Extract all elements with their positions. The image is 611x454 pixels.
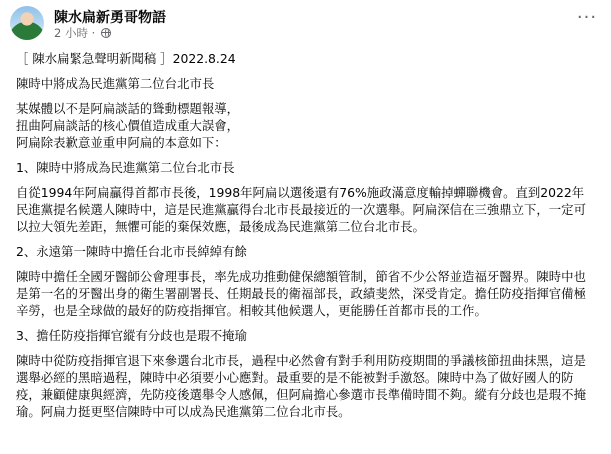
section-1-title: 1、陳時中將成為民進黨第二位台北市長 (16, 160, 235, 175)
section-2-title: 2、永遠第一陳時中擔任台北市長綽綽有餘 (16, 244, 247, 259)
post-body (16, 50, 596, 420)
intro-line-1: 某媒體以不是阿扁談話的聳動標題報導， (16, 101, 240, 116)
section-3-body: 陳時中從防疫指揮官退下來參選台北市長，過程中必然會有對手利用防疫期間的爭議核節扭曲抹黑，這是選舉必經的黑暗過程，陳時中必須要小心應對。最重要的是不能被對手激怒。陳時中為了做好國人的防疫，兼顧健康與經濟，先防疫後選舉令人感佩，但阿扁擔心參選市長準備時間不夠。縱有分歧也是瑕不掩瑜。阿扁力挺更堅信陳時中可以成為民進黨第二位台北市長。 (16, 353, 586, 419)
post-time[interactable]: 2 小時 (54, 26, 88, 40)
section-3-title: 3、擔任防疫指揮官縱有分歧也是瑕不掩瑜 (16, 328, 247, 343)
release-title: ［ 陳水扁緊急聲明新聞稿 ］2022.8.24 (16, 51, 236, 66)
more-options-button[interactable] (573, 7, 601, 30)
post-header (10, 6, 601, 40)
post-meta (54, 25, 111, 41)
avatar[interactable] (10, 6, 44, 40)
intro-line-3: 阿扁除表歉意並重申阿扁的本意如下： (16, 135, 227, 150)
intro-line-2: 扭曲阿扁談話的核心價值造成重大誤會， (16, 118, 240, 133)
headline: 陳時中將成為民進黨第二位台北市長 (16, 76, 215, 91)
page-name[interactable]: 陳水扁新勇哥物語 (54, 10, 166, 26)
section-2-body: 陳時中擔任全國牙醫師公會理事長，率先成功推動健保總額管制，節省不少公帑並造福牙醫界。陳時中也是第一名的牙醫出身的衛生署副署長、任期最長的衛福部長，政績斐然，深受肯定。擔任防疫指揮官備極辛勞，也是全球做的最好的防疫指揮官。相較其他候選人，更能勝任首都市長的工作。 (16, 269, 586, 318)
section-1-body: 自從1994年阿扁贏得首都市長後，1998年阿扁以選後還有76%施政滿意度輸掉蟬聯機會。直到2022年民進黨提名候選人陳時中，這是民進黨贏得台北市長最接近的一次選舉。阿扁深信在三強鼎立下，一定可以拉大領先差距，無懼可能的棄保效應，最後成為民進黨第二位台北市長。 (16, 185, 586, 234)
meta-separator: · (91, 26, 96, 40)
globe-icon (101, 28, 111, 38)
more-horizontal-icon: ··· (576, 7, 598, 28)
